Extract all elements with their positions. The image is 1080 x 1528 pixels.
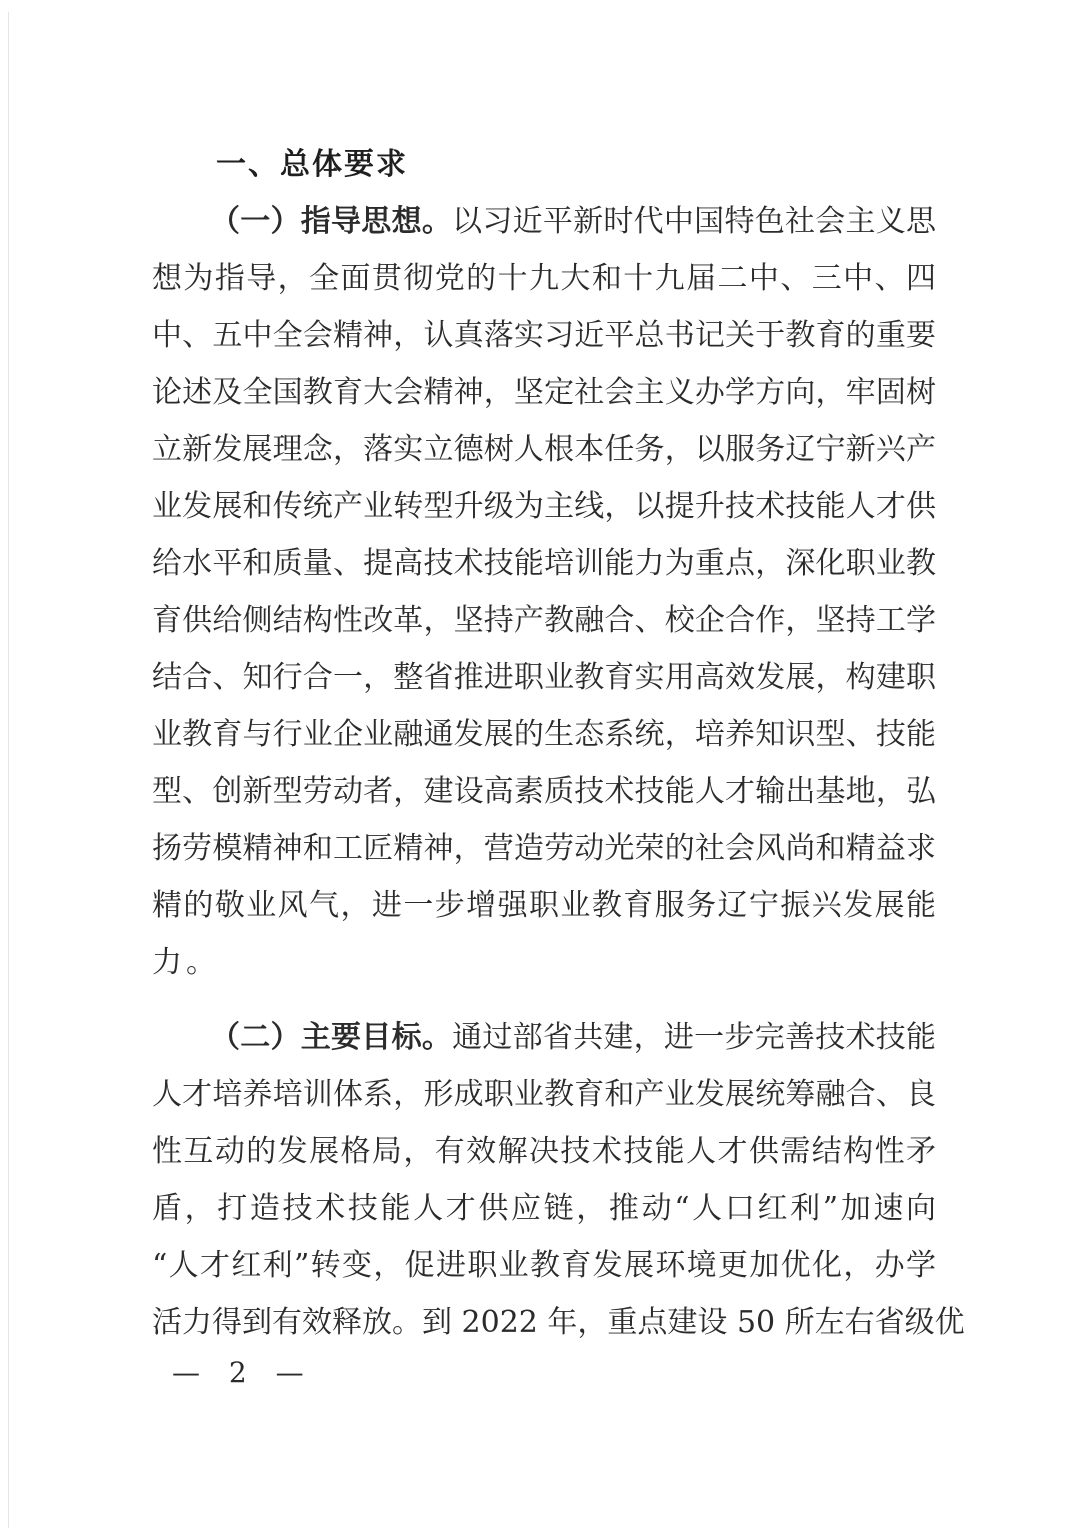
paragraph-line: 力。 <box>152 945 220 980</box>
paragraph-line: 结合、知行合一，整省推进职业教育实用高效发展，构建职 <box>152 660 936 695</box>
paragraph-line: 扬劳模精神和工匠精神，营造劳动光荣的社会风尚和精益求 <box>152 831 936 866</box>
paragraph-line: 业发展和传统产业转型升级为主线，以提升技术技能人才供 <box>152 489 936 524</box>
paragraph-line: 精的敬业风气，进一步增强职业教育服务辽宁振兴发展能 <box>152 888 936 923</box>
paragraph-line <box>210 202 936 242</box>
paragraph-line: 想为指导，全面贯彻党的十九大和十九届二中、三中、四 <box>152 261 936 296</box>
paragraph-line: 性互动的发展格局，有效解决技术技能人才供需结构性矛 <box>152 1134 936 1169</box>
paragraph-line: “人才红利”转变，促进职业教育发展环境更加优化，办学 <box>152 1248 936 1283</box>
paragraph-line: 盾，打造技术技能人才供应链，推动“人口红利”加速向 <box>152 1191 936 1226</box>
paragraph-line: 人才培养培训体系，形成职业教育和产业发展统筹融合、良 <box>152 1077 936 1112</box>
paragraph-line: 业教育与行业企业融通发展的生态系统，培养知识型、技能 <box>152 717 936 752</box>
line-text: 通过部省共建，进一步完善技术技能 <box>452 1020 937 1055</box>
paragraph-line: 型、创新型劳动者，建设高素质技术技能人才输出基地，弘 <box>152 774 936 809</box>
section-heading: 一、总体要求 <box>216 147 408 182</box>
paragraph-line: 给水平和质量、提高技术技能培训能力为重点，深化职业教 <box>152 546 936 581</box>
line-text: 以习近平新时代中国特色社会主义思 <box>452 204 937 239</box>
paragraph-lead: （二）主要目标。 <box>210 1020 453 1055</box>
paragraph-lead: （一）指导思想。 <box>210 204 453 239</box>
paragraph-line: 活力得到有效释放。到 2022 年，重点建设 50 所左右省级优 <box>152 1305 965 1340</box>
paragraph-line: 立新发展理念，落实立德树人根本任务，以服务辽宁新兴产 <box>152 432 936 467</box>
paragraph-line <box>210 1018 936 1058</box>
page-number: — 2 — <box>172 1356 314 1389</box>
paragraph-line: 育供给侧结构性改革，坚持产教融合、校企合作，坚持工学 <box>152 603 936 638</box>
paragraph-line: 论述及全国教育大会精神，坚定社会主义办学方向，牢固树 <box>152 375 936 410</box>
paragraph-line: 中、五中全会精神，认真落实习近平总书记关于教育的重要 <box>152 318 936 353</box>
